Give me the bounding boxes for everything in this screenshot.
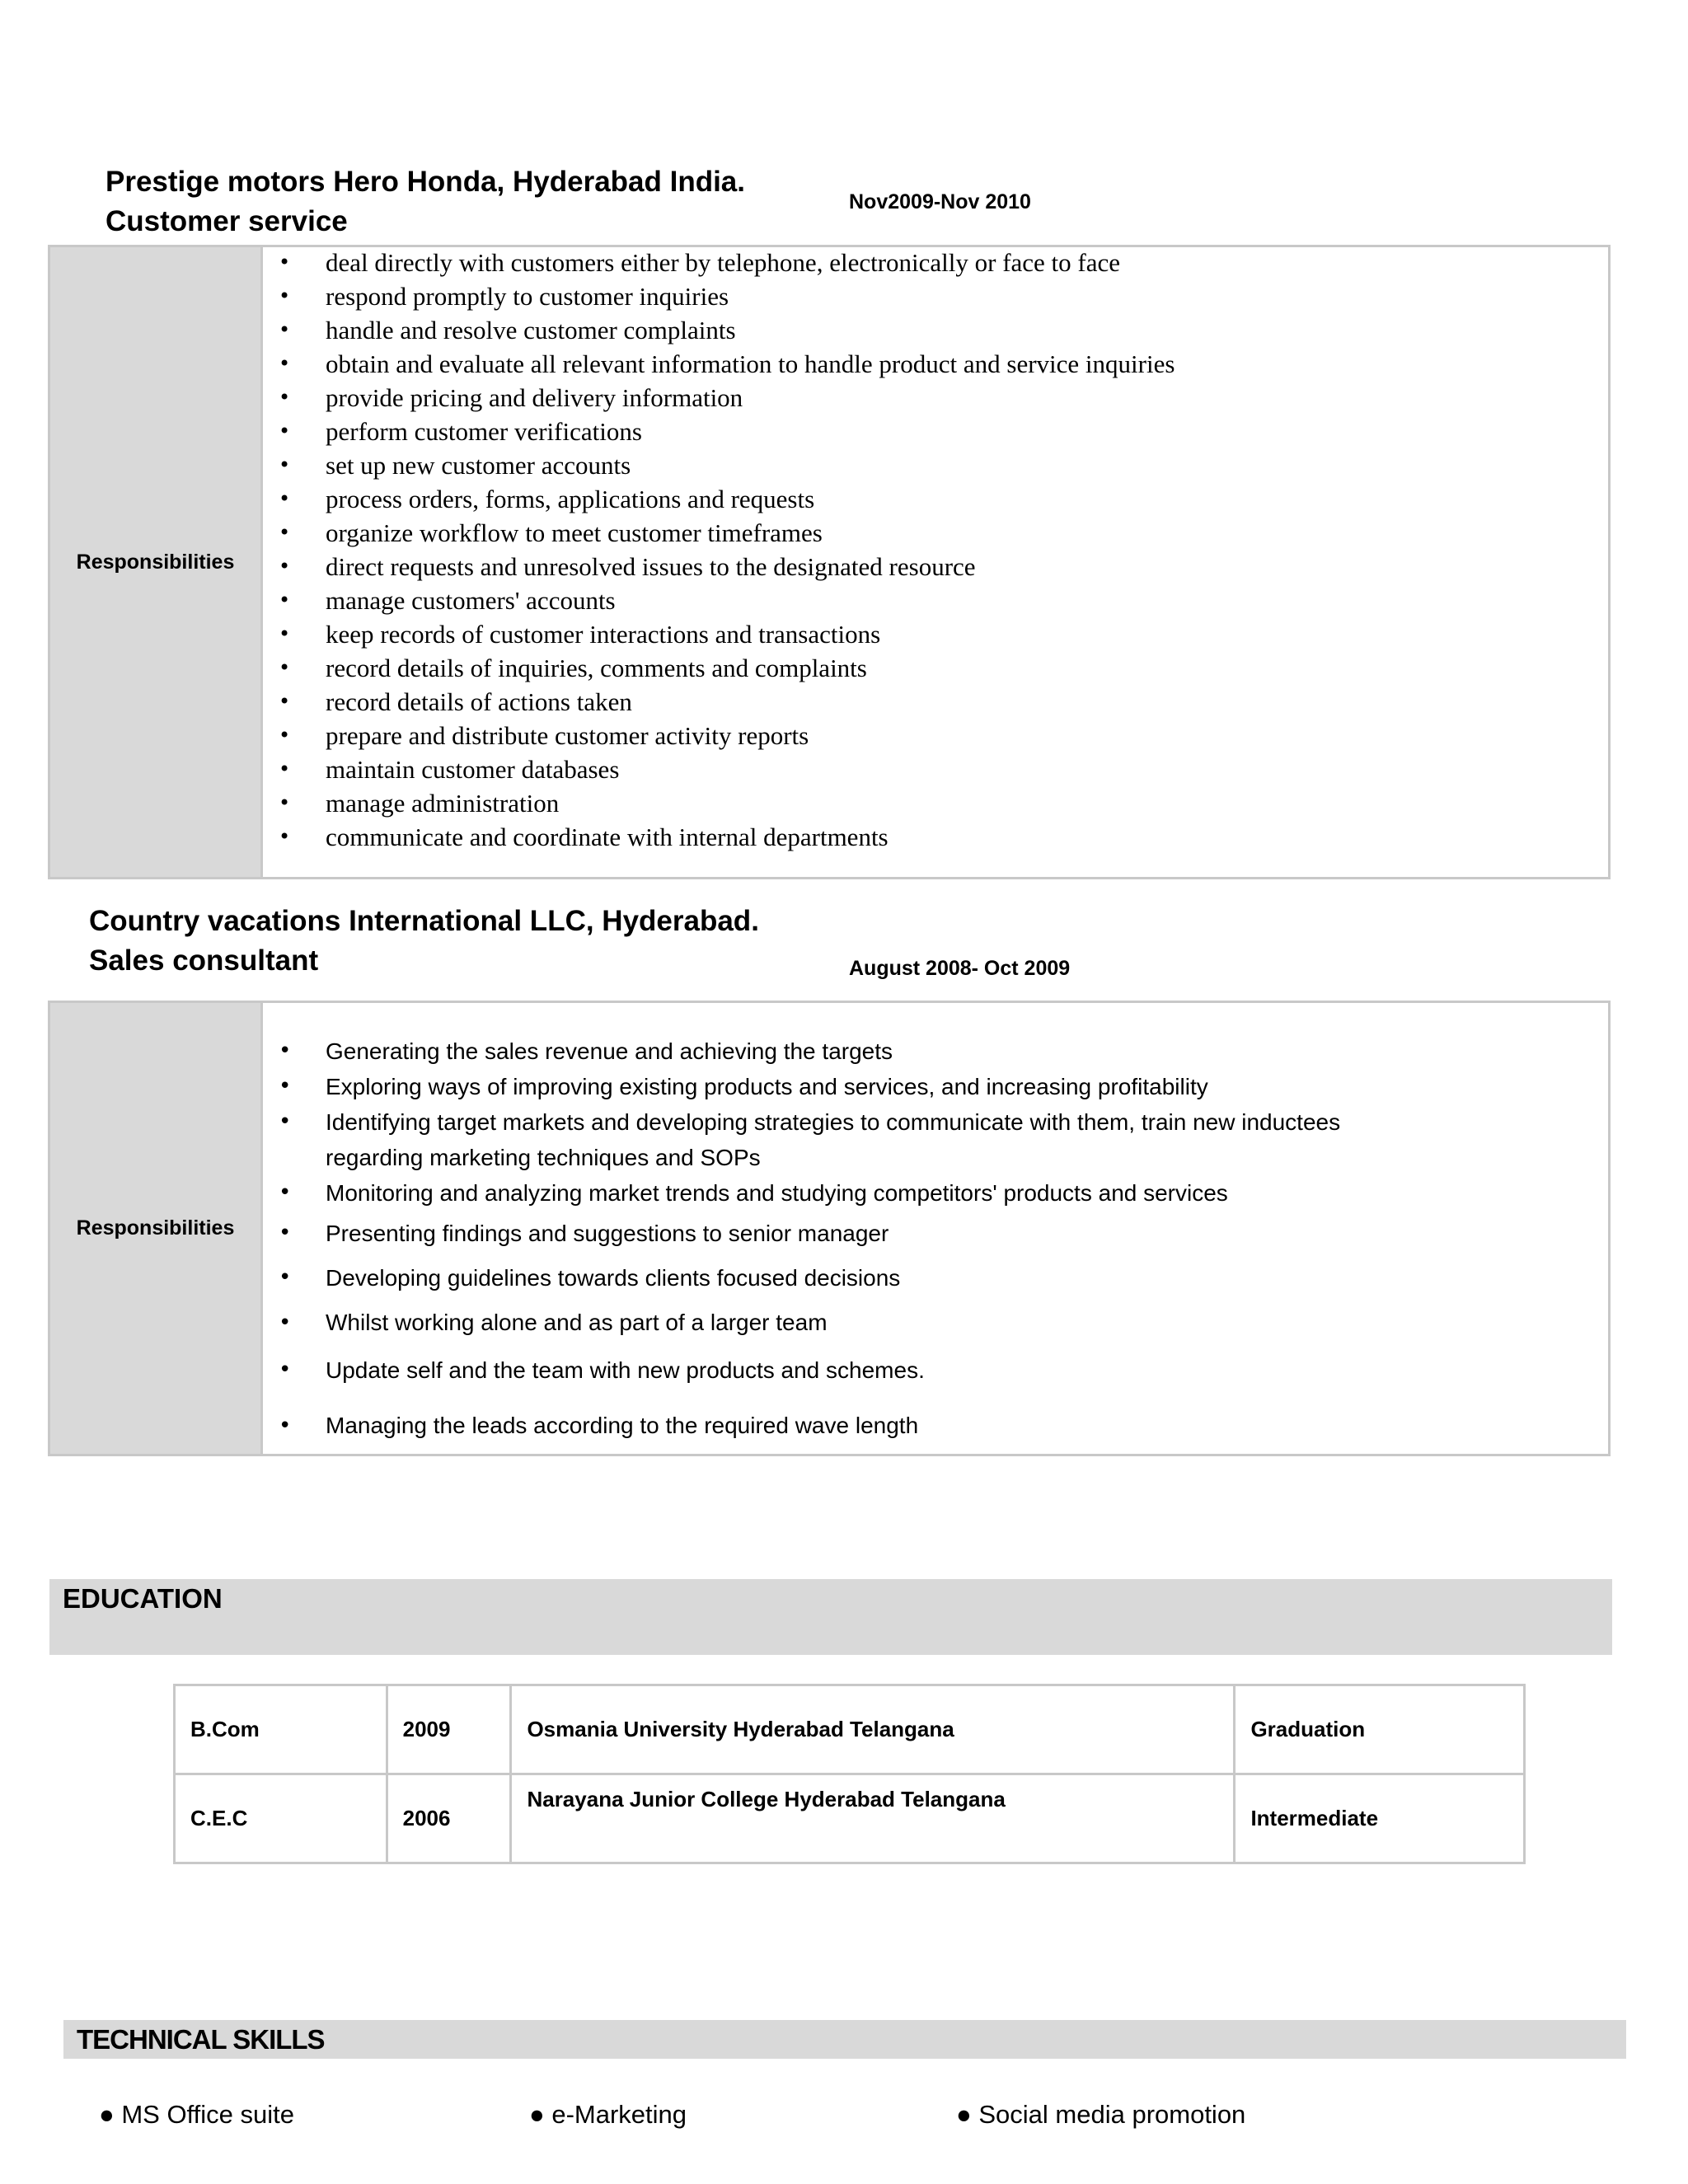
bullet-icon: • xyxy=(279,318,291,341)
bullet-icon: • xyxy=(279,487,291,510)
skill-item: ● e-Marketing xyxy=(529,2100,687,2129)
education-level: Graduation xyxy=(1235,1685,1525,1774)
bullet-icon: • xyxy=(279,724,291,747)
bullet-icon: • xyxy=(279,352,291,375)
bullet-icon: • xyxy=(279,386,291,409)
responsibility-item: • manage administration xyxy=(326,786,1175,820)
responsibility-item: regarding marketing techniques and SOPs xyxy=(326,1145,761,1170)
bullet-icon: • xyxy=(279,656,291,679)
education-institution: Osmania University Hyderabad Telangana xyxy=(511,1685,1235,1774)
responsibility-item: • respond promptly to customer inquiries xyxy=(326,279,1175,313)
bullet-icon: • xyxy=(279,453,291,476)
bullet-icon: • xyxy=(279,622,291,645)
bullet-icon: • xyxy=(279,1221,292,1245)
bullet-icon: • xyxy=(279,825,291,848)
bullet-icon: • xyxy=(279,1109,292,1134)
job1-responsibilities-label-cell xyxy=(50,247,263,877)
responsibility-item: • Presenting findings and suggestions to senior manager xyxy=(326,1211,1340,1256)
responsibility-item: • keep records of customer interactions and transactions xyxy=(326,617,1175,651)
bullet-icon: • xyxy=(279,791,291,814)
technical-skills-title: TECHNICAL SKILLS xyxy=(77,2024,325,2055)
bullet-icon: • xyxy=(279,1413,292,1438)
responsibility-item: • Generating the sales revenue and achieving the targets xyxy=(326,1033,1340,1069)
bullet-icon: • xyxy=(279,284,291,307)
education-institution: Narayana Junior College Hyderabad Telangana xyxy=(511,1774,1235,1863)
job1-responsibilities-label: Responsibilities xyxy=(76,550,235,574)
responsibility-item: • communicate and coordinate with internal departments xyxy=(326,820,1175,854)
responsibility-item: • Developing guidelines towards clients focused decisions xyxy=(326,1256,1340,1300)
job2-responsibilities-label-cell xyxy=(50,1003,263,1454)
bullet-icon: • xyxy=(279,1074,292,1099)
responsibility-item: • record details of inquiries, comments and complaints xyxy=(326,651,1175,685)
job1-company: Prestige motors Hero Honda, Hyderabad India. xyxy=(106,166,745,198)
education-row xyxy=(175,1685,1525,1774)
responsibility-item: • prepare and distribute customer activity reports xyxy=(326,719,1175,752)
job1-responsibility-list xyxy=(279,246,1175,854)
bullet-icon: ● xyxy=(529,2100,545,2129)
education-degree: B.Com xyxy=(175,1685,387,1774)
bullet-icon: • xyxy=(279,1357,292,1382)
bullet-icon: ● xyxy=(956,2100,972,2129)
responsibility-item: • handle and resolve customer complaints xyxy=(326,313,1175,347)
bullet-icon: • xyxy=(279,419,291,443)
education-table xyxy=(173,1684,1526,1864)
education-degree: C.E.C xyxy=(175,1774,387,1863)
job2-role: Sales consultant xyxy=(89,944,319,977)
responsibility-item: • Whilst working alone and as part of a larger team xyxy=(326,1300,1340,1346)
responsibility-item: • record details of actions taken xyxy=(326,685,1175,719)
skill-item: ● MS Office suite xyxy=(99,2100,294,2129)
responsibility-item: • manage customers' accounts xyxy=(326,583,1175,617)
bullet-icon: • xyxy=(279,757,291,780)
responsibility-item: • deal directly with customers either by telephone, electronically or face to face xyxy=(326,246,1175,279)
education-year: 2006 xyxy=(387,1774,511,1863)
education-section-bar xyxy=(49,1579,1612,1655)
responsibility-item: • set up new customer accounts xyxy=(326,448,1175,482)
responsibility-item: • perform customer verifications xyxy=(326,415,1175,448)
job1-dates: Nov2009-Nov 2010 xyxy=(849,190,1031,213)
responsibility-item: • Exploring ways of improving existing products and services, and increasing profitability xyxy=(326,1069,1340,1104)
responsibility-item: • Identifying target markets and developing strategies to communicate with them, train new inductees xyxy=(326,1104,1340,1140)
job2-company: Country vacations International LLC, Hyderabad. xyxy=(89,905,759,937)
job1-role: Customer service xyxy=(106,205,348,237)
bullet-icon: • xyxy=(279,1180,292,1205)
responsibility-item: • provide pricing and delivery information xyxy=(326,381,1175,415)
education-level: Intermediate xyxy=(1235,1774,1525,1863)
bullet-icon: • xyxy=(279,521,291,544)
responsibility-item: • Managing the leads according to the required wave length xyxy=(326,1394,1340,1457)
bullet-icon: • xyxy=(279,588,291,612)
responsibility-item: • Monitoring and analyzing market trends and studying competitors' products and services xyxy=(326,1175,1340,1211)
responsibility-item: • maintain customer databases xyxy=(326,752,1175,786)
bullet-icon: • xyxy=(279,690,291,713)
job2-responsibilities-label: Responsibilities xyxy=(76,1216,235,1240)
bullet-icon: • xyxy=(279,555,291,578)
job2-dates: August 2008- Oct 2009 xyxy=(849,957,1071,980)
responsibility-item: • obtain and evaluate all relevant information to handle product and service inquiries xyxy=(326,347,1175,381)
education-year: 2009 xyxy=(387,1685,511,1774)
bullet-icon: • xyxy=(279,1038,292,1063)
bullet-icon: • xyxy=(279,251,291,274)
skill-item: ● Social media promotion xyxy=(956,2100,1246,2129)
education-row xyxy=(175,1774,1525,1863)
bullet-icon: • xyxy=(279,1265,292,1290)
education-title: EDUCATION xyxy=(63,1583,223,1614)
responsibility-item: • process orders, forms, applications and requests xyxy=(326,482,1175,516)
responsibility-item: • Update self and the team with new products and schemes. xyxy=(326,1346,1340,1394)
responsibility-item: • organize workflow to meet customer timeframes xyxy=(326,516,1175,550)
job2-responsibility-list xyxy=(279,1033,1341,1457)
bullet-icon: ● xyxy=(99,2100,115,2129)
responsibility-item: • direct requests and unresolved issues to the designated resource xyxy=(326,550,1175,583)
bullet-icon: • xyxy=(279,1310,292,1335)
technical-skills-section-bar xyxy=(63,2020,1626,2059)
